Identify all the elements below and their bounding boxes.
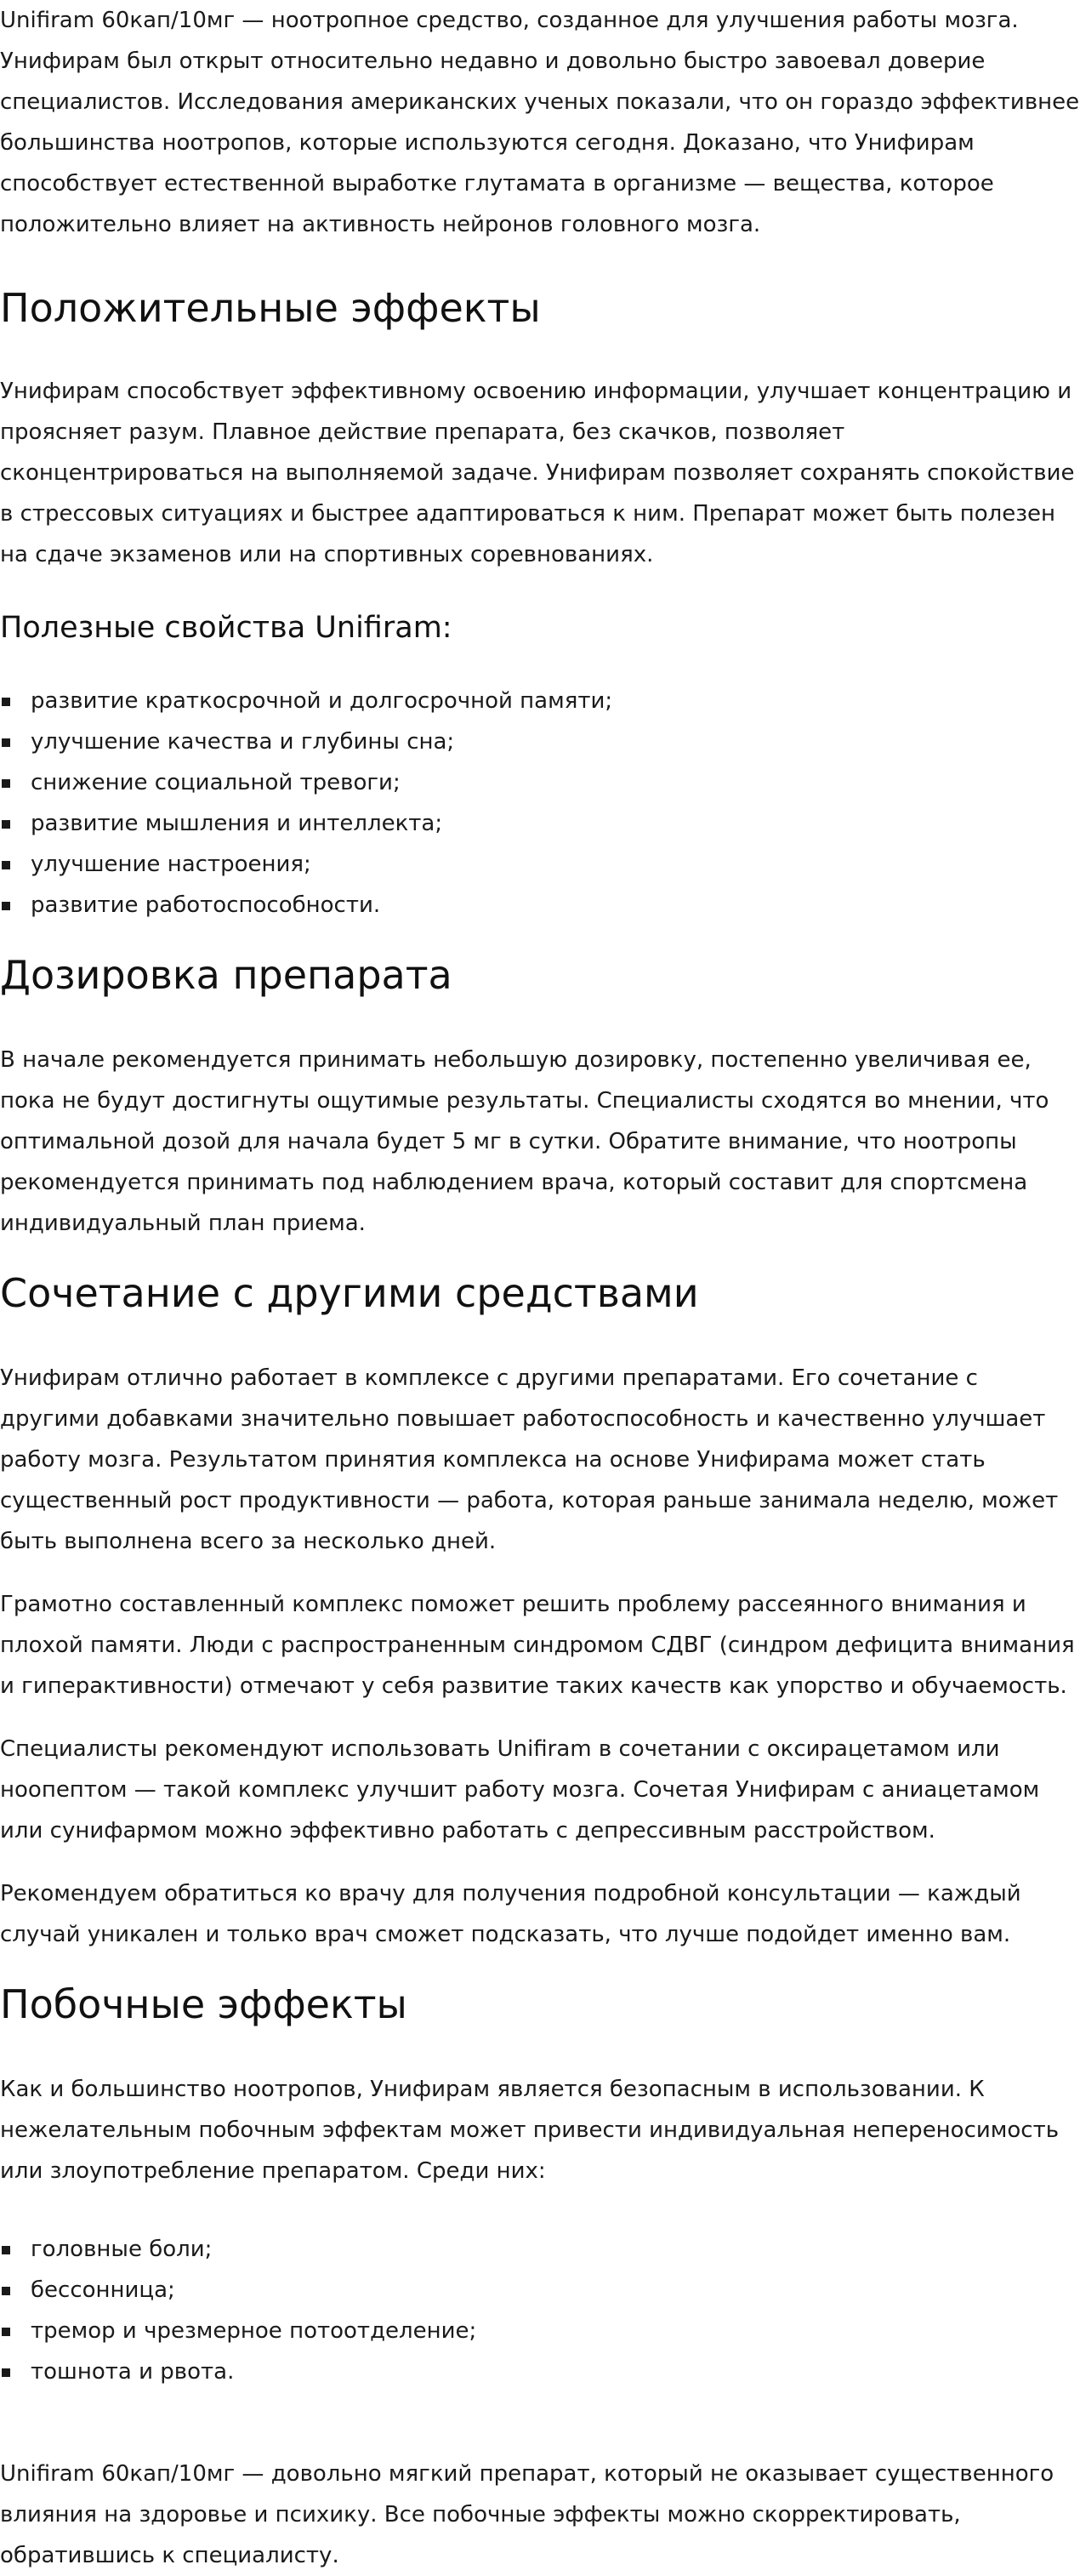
heading-dosage: Дозировка препарата [0, 952, 452, 998]
list-item [0, 2311, 1080, 2351]
list-item-text: развитие мышления и интеллекта; [31, 811, 443, 836]
list-item [0, 681, 1080, 721]
combination-paragraph-1: Унифирам отлично работает в комплексе с другими препаратами. Его сочетание с другими добавками значительно повышает работоспособность и качественно улучшает работу мозга. Результатом принятия комплекса на основе Унифирама может стать существенный рост продуктивности — работа, которая раньше занимала неделю, может быть выполнена всего за несколько дней. [0, 1365, 1059, 1554]
bullet-square-icon [2, 698, 10, 706]
bullet-square-icon [2, 779, 10, 788]
bullet-square-icon [2, 902, 10, 910]
list-item-text: улучшение настроения; [31, 852, 311, 877]
list-item-text: снижение социальной тревоги; [31, 770, 401, 795]
useful-properties-list [0, 681, 1080, 926]
combination-paragraph-4: Рекомендуем обратиться ко врачу для получения подробной консультации — каждый случай уникален и только врач сможет подсказать, что лучше подойдет именно вам. [0, 1881, 1021, 1947]
bullet-square-icon [2, 861, 10, 869]
bullet-square-icon [2, 2287, 10, 2295]
heading-side-effects: Побочные эффекты [0, 1981, 407, 2027]
list-item [0, 844, 1080, 885]
bullet-square-icon [2, 2368, 10, 2377]
combination-paragraph-2: Грамотно составленный комплекс поможет решить проблему рассеянного внимания и плохой памяти. Люди с распространенным синдромом СДВГ (синдром дефицита внимания и гиперактивности) отмечают у себя развитие таких качеств как упорство и обучаемость. [0, 1592, 1075, 1699]
list-item [0, 885, 1080, 926]
list-item-text: улучшение качества и глубины сна; [31, 729, 455, 755]
list-item-text: развитие краткосрочной и долгосрочной памяти; [31, 688, 613, 714]
list-item-text: бессонница; [31, 2277, 175, 2303]
bullet-square-icon [2, 738, 10, 747]
heading-useful-properties: Полезные свойства Unifiram: [0, 611, 452, 645]
side-effects-list [0, 2229, 1080, 2392]
bullet-square-icon [2, 2328, 10, 2336]
list-item-text: тремор и чрезмерное потоотделение; [31, 2318, 477, 2344]
bullet-square-icon [2, 820, 10, 829]
list-item [0, 803, 1080, 844]
list-item-text: тошнота и рвота. [31, 2359, 235, 2385]
list-item [0, 2229, 1080, 2270]
bullet-square-icon [2, 2246, 10, 2254]
list-item [0, 721, 1080, 762]
combination-paragraph-3: Специалисты рекомендуют использовать Unifiram в сочетании с оксирацетамом или ноопептом — такой комплекс улучшит работу мозга. Сочетая Унифирам с аниацетамом или сунифармом можно эффективно работать с депрессивным расстройством. [0, 1736, 1040, 1844]
list-item-text: развитие работоспособности. [31, 892, 381, 918]
intro-paragraph: Unifiram 60кап/10мг — ноотропное средство, созданное для улучшения работы мозга. Унифирам был открыт относительно недавно и довольно быстро завоевал доверие специалистов. Исследования американских ученых показали, что он гораздо эффективнее большинства ноотропов, которые используются сегодня. Доказано, что Унифирам способствует естественной выработке глутамата в организме — вещества, которое положительно влияет на активность нейронов головного мозга. [0, 8, 1080, 237]
heading-combination: Сочетание с другими средствами [0, 1270, 699, 1316]
outro-paragraph: Unifiram 60кап/10мг — довольно мягкий препарат, который не оказывает существенного влияния на здоровье и психику. Все побочные эффекты можно скорректировать, обратившись к специалисту. [0, 2461, 1054, 2568]
positive-effects-paragraph: Унифирам способствует эффективному освоению информации, улучшает концентрацию и проясняет разум. Плавное действие препарата, без скачков, позволяет сконцентрироваться на выполняемой задаче. Унифирам позволяет сохранять спокойствие в стрессовых ситуациях и быстрее адаптироваться к ним. Препарат может быть полезен на сдаче экзаменов или на спортивных соревнованиях. [0, 379, 1075, 567]
heading-positive-effects: Положительные эффекты [0, 285, 541, 331]
list-item [0, 2270, 1080, 2311]
list-item [0, 762, 1080, 803]
side-effects-paragraph: Как и большинство ноотропов, Унифирам является безопасным в использовании. К нежелательным побочным эффектам может привести индивидуальная непереносимость или злоупотребление препаратом. Среди них: [0, 2077, 1060, 2184]
list-item [0, 2351, 1080, 2392]
list-item-text: головные боли; [31, 2237, 213, 2262]
dosage-paragraph: В начале рекомендуется принимать небольшую дозировку, постепенно увеличивая ее, пока не будут достигнуты ощутимые результаты. Специалисты сходятся во мнении, что оптимальной дозой для начала будет 5 мг в сутки. Обратите внимание, что ноотропы рекомендуется принимать под наблюдением врача, который составит для спортсмена индивидуальный план приема. [0, 1047, 1049, 1236]
